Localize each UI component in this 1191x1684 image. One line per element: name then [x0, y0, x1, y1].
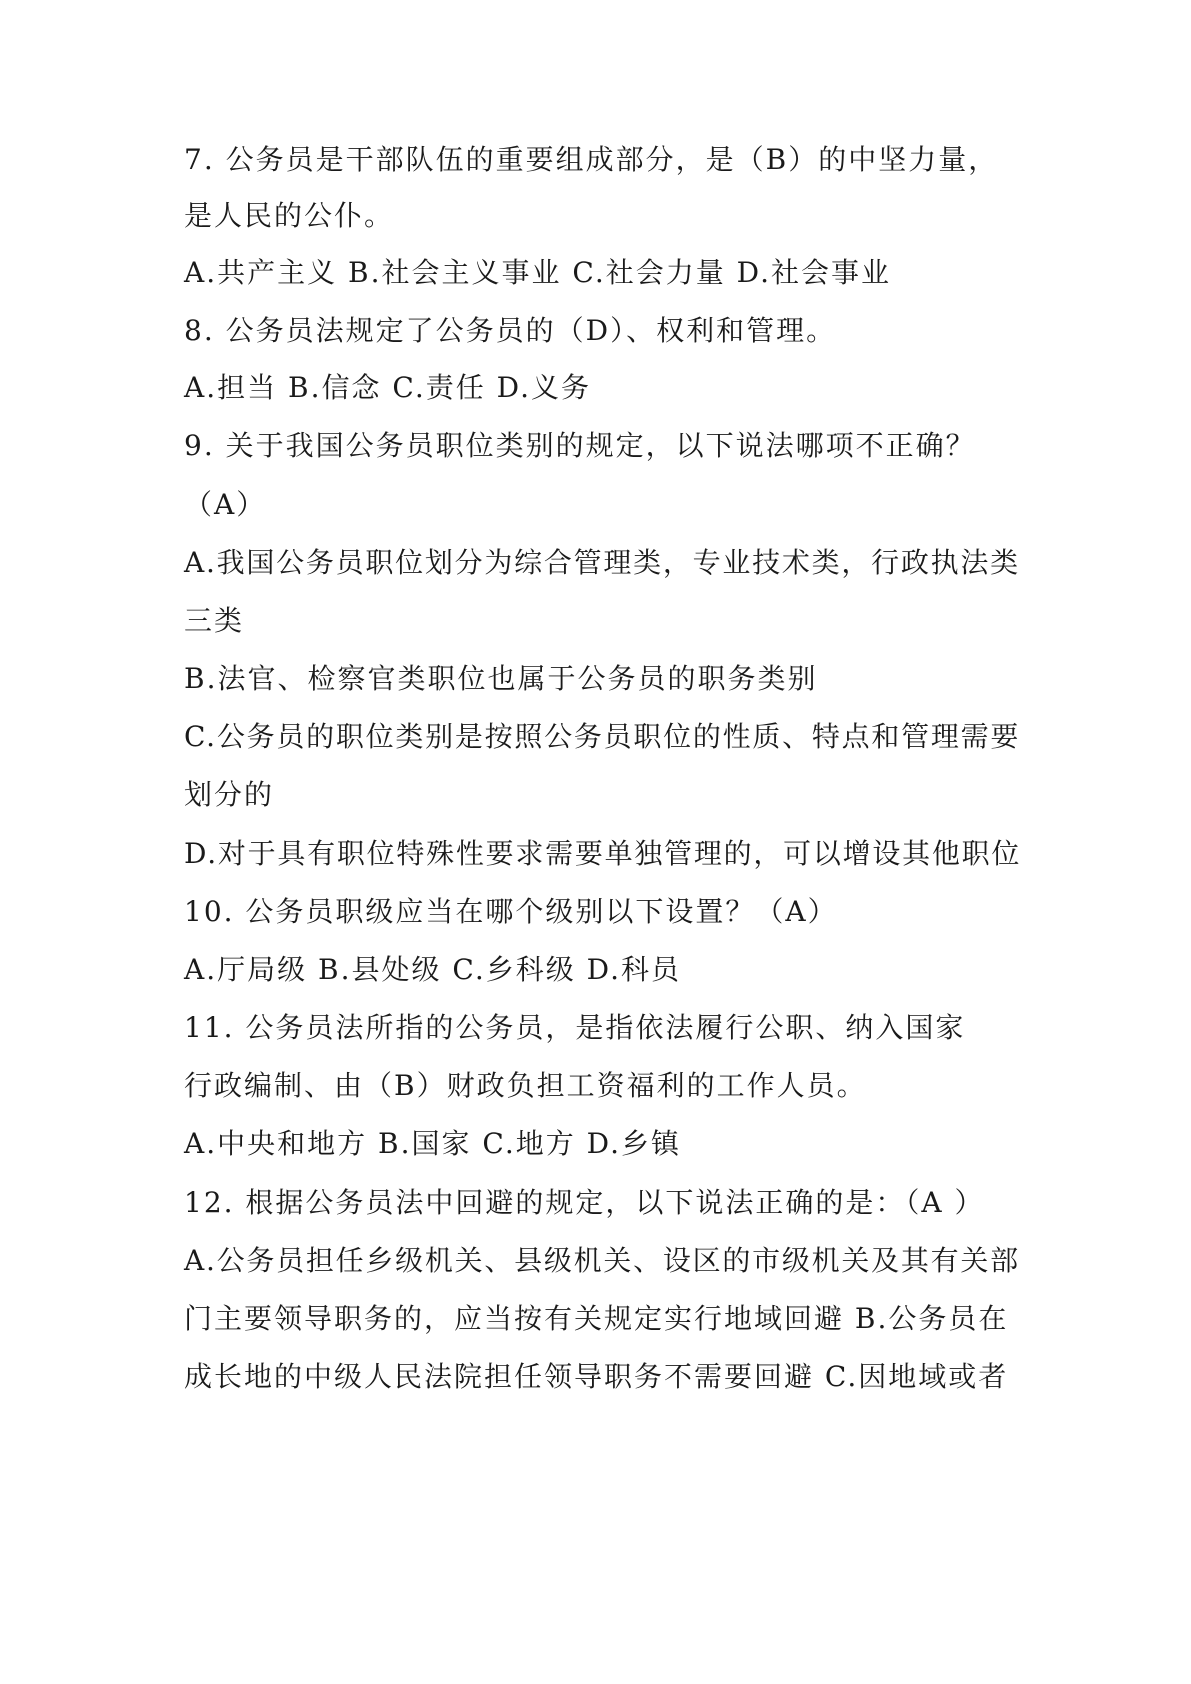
question-7-options: A.共产主义 B.社会主义事业 C.社会力量 D.社会事业	[184, 256, 891, 289]
question-9-option-c-continued: 划分的	[184, 778, 275, 811]
question-9-option-c: C.公务员的职位类别是按照公务员职位的性质、特点和管理需要	[184, 720, 1021, 753]
question-9-option-a-continued: 三类	[184, 604, 245, 637]
question-9-stem: 9. 关于我国公务员职位类别的规定，以下说法哪项不正确？	[184, 429, 976, 462]
question-10-stem: 10. 公务员职级应当在哪个级别以下设置？（A）	[184, 895, 838, 928]
question-11-stem-continued: 行政编制、由（B）财政负担工资福利的工作人员。	[184, 1069, 867, 1102]
question-11-stem: 11. 公务员法所指的公务员，是指依法履行公职、纳入国家	[184, 1011, 966, 1044]
question-11-options: A.中央和地方 B.国家 C.地方 D.乡镇	[184, 1127, 681, 1160]
question-7-stem-continued: 是人民的公仆。	[184, 199, 395, 232]
question-12-options-continued: 门主要领导职务的，应当按有关规定实行地域回避 B.公务员在	[184, 1302, 1009, 1335]
question-12-option-a: A.公务员担任乡级机关、县级机关、设区的市级机关及其有关部	[184, 1244, 1020, 1277]
question-9-option-b: B.法官、检察官类职位也属于公务员的职务类别	[184, 662, 818, 695]
question-9-answer: （A）	[184, 488, 267, 521]
question-8-stem: 8. 公务员法规定了公务员的（D）、权利和管理。	[184, 314, 837, 347]
question-9-option-d: D.对于具有职位特殊性要求需要单独管理的，可以增设其他职位	[184, 837, 1022, 870]
question-10-options: A.厅局级 B.县处级 C.乡科级 D.科员	[184, 953, 681, 986]
question-7-stem: 7. 公务员是干部队伍的重要组成部分，是（B）的中坚力量，	[184, 143, 999, 176]
question-12-stem: 12. 根据公务员法中回避的规定，以下说法正确的是：（A ）	[184, 1186, 985, 1219]
question-8-options: A.担当 B.信念 C.责任 D.义务	[184, 371, 591, 404]
question-12-options-continued-2: 成长地的中级人民法院担任领导职务不需要回避 C.因地域或者	[184, 1360, 1009, 1393]
question-9-option-a: A.我国公务员职位划分为综合管理类，专业技术类，行政执法类	[184, 546, 1020, 579]
